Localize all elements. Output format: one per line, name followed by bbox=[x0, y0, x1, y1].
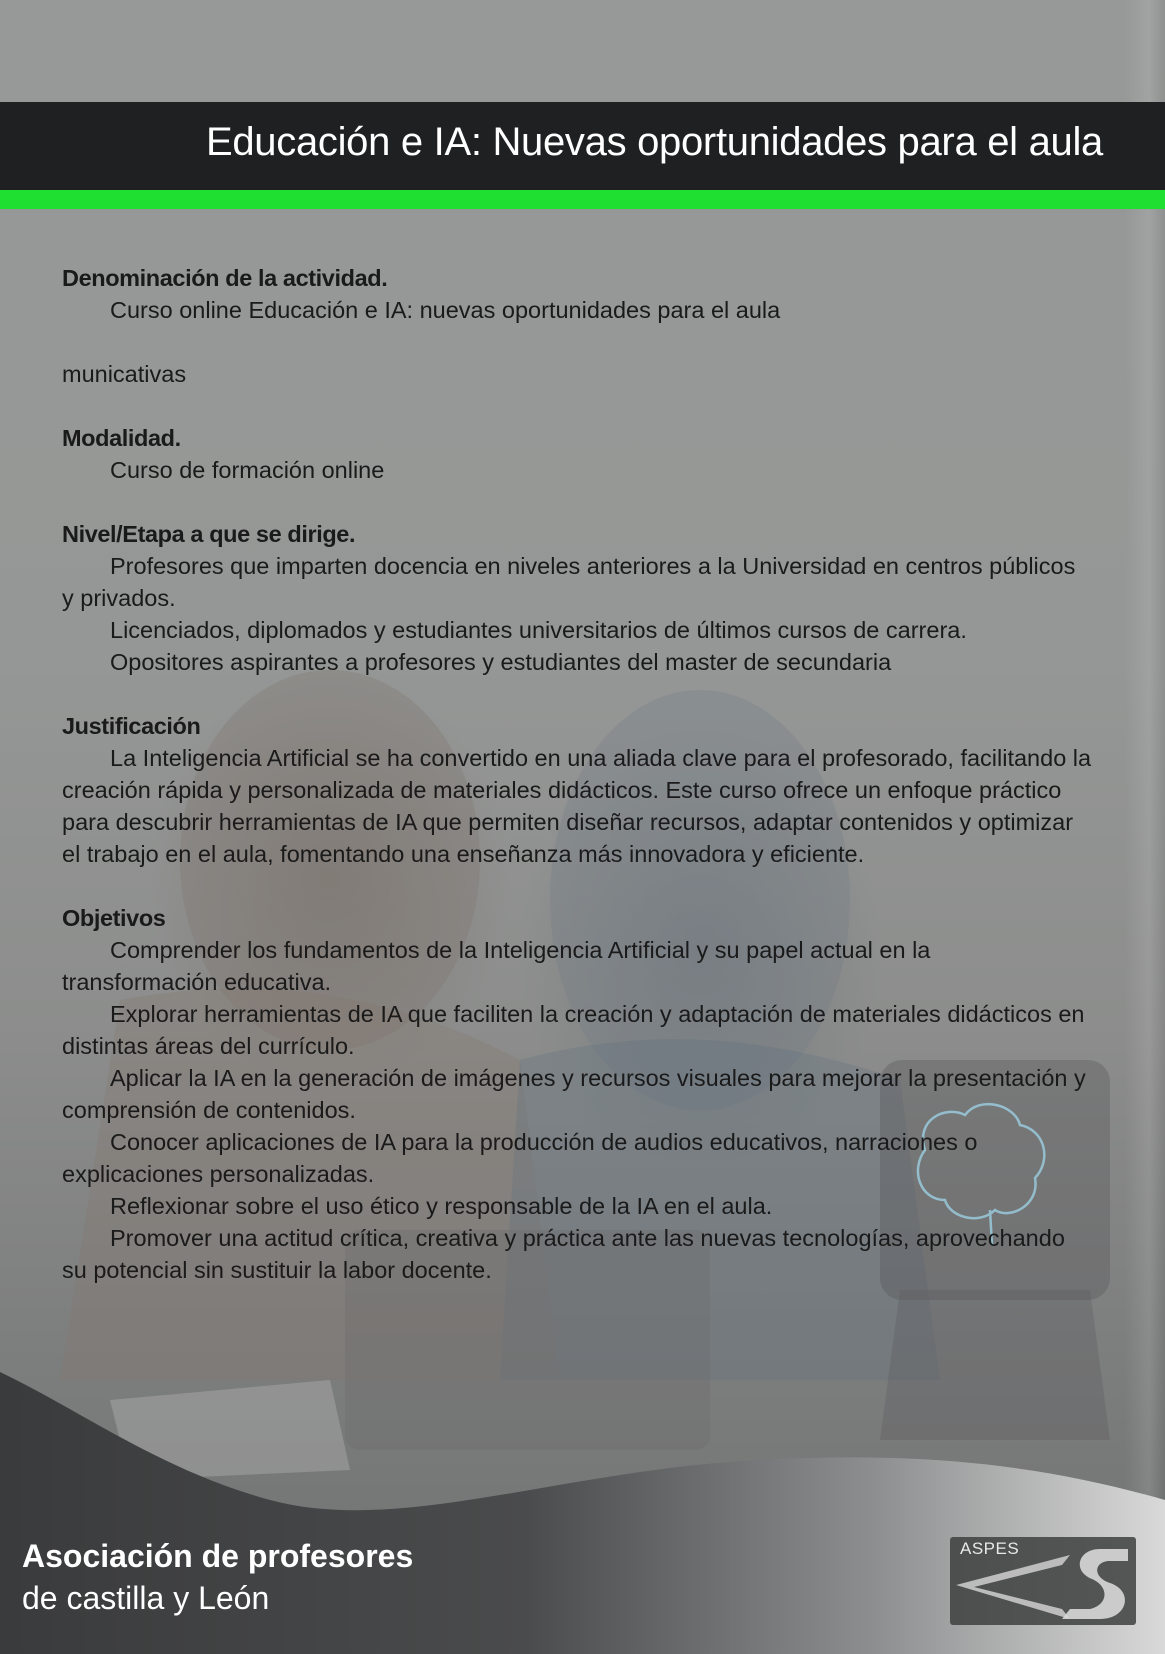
section-fragment bbox=[62, 358, 1092, 390]
section-heading: Modalidad. bbox=[62, 425, 181, 451]
accent-bar bbox=[0, 190, 1165, 209]
section-heading: Objetivos bbox=[62, 905, 166, 931]
section-paragraph: La Inteligencia Artificial se ha convertido en una aliada clave para el profesorado, facilitando la creación rápida y personalizada de materiales didácticos. Este curso ofrece un enfoque práctico para descubrir herramientas de IA que permiten diseñar recursos, adaptar contenidos y optimizar el trabajo en el aula, fomentando una enseñanza más innovadora y eficiente. bbox=[62, 745, 1092, 867]
section-objetivos bbox=[62, 902, 1092, 1286]
section-paragraph: Profesores que imparten docencia en niveles anteriores a la Universidad en centros públicos y privados. bbox=[62, 553, 1076, 611]
section-heading: Nivel/Etapa a que se dirige. bbox=[62, 521, 356, 547]
section-paragraph: Opositores aspirantes a profesores y estudiantes del master de secundaria bbox=[110, 649, 892, 675]
document-body bbox=[62, 262, 1092, 1318]
section-denominacion bbox=[62, 262, 1092, 326]
objective-item: Promover una actitud crítica, creativa y práctica ante las nuevas tecnologías, aprovechando su potencial sin sustituir la labor docente. bbox=[62, 1225, 1065, 1283]
organization-name: Asociación de profesores bbox=[22, 1538, 414, 1574]
objective-item: Aplicar la IA en la generación de imágenes y recursos visuales para mejorar la presentación y comprensión de contenidos. bbox=[62, 1065, 1086, 1123]
page-title: Educación e IA: Nuevas oportunidades para el aula bbox=[205, 120, 1103, 164]
objective-item: Reflexionar sobre el uso ético y responsable de la IA en el aula. bbox=[110, 1193, 773, 1219]
organization-region: de castilla y León bbox=[22, 1580, 270, 1616]
objective-item: Comprender los fundamentos de la Inteligencia Artificial y su papel actual en la transformación educativa. bbox=[62, 937, 931, 995]
section-heading: Justificación bbox=[62, 713, 201, 739]
aspes-logo-text: ASPES bbox=[960, 1539, 1020, 1558]
section-paragraph: Curso de formación online bbox=[110, 457, 385, 483]
section-heading: Denominación de la actividad. bbox=[62, 265, 388, 291]
objective-item: Explorar herramientas de IA que faciliten la creación y adaptación de materiales didácticos en distintas áreas del currículo. bbox=[62, 1001, 1085, 1059]
section-paragraph: Curso online Educación e IA: nuevas oportunidades para el aula bbox=[110, 297, 781, 323]
section-paragraph: municativas bbox=[62, 361, 187, 387]
section-modalidad bbox=[62, 422, 1092, 486]
section-justificacion bbox=[62, 710, 1092, 870]
section-paragraph: Licenciados, diplomados y estudiantes universitarios de últimos cursos de carrera. bbox=[110, 617, 967, 643]
section-nivel bbox=[62, 518, 1092, 678]
objective-item: Conocer aplicaciones de IA para la producción de audios educativos, narraciones o explicaciones personalizadas. bbox=[62, 1129, 978, 1187]
